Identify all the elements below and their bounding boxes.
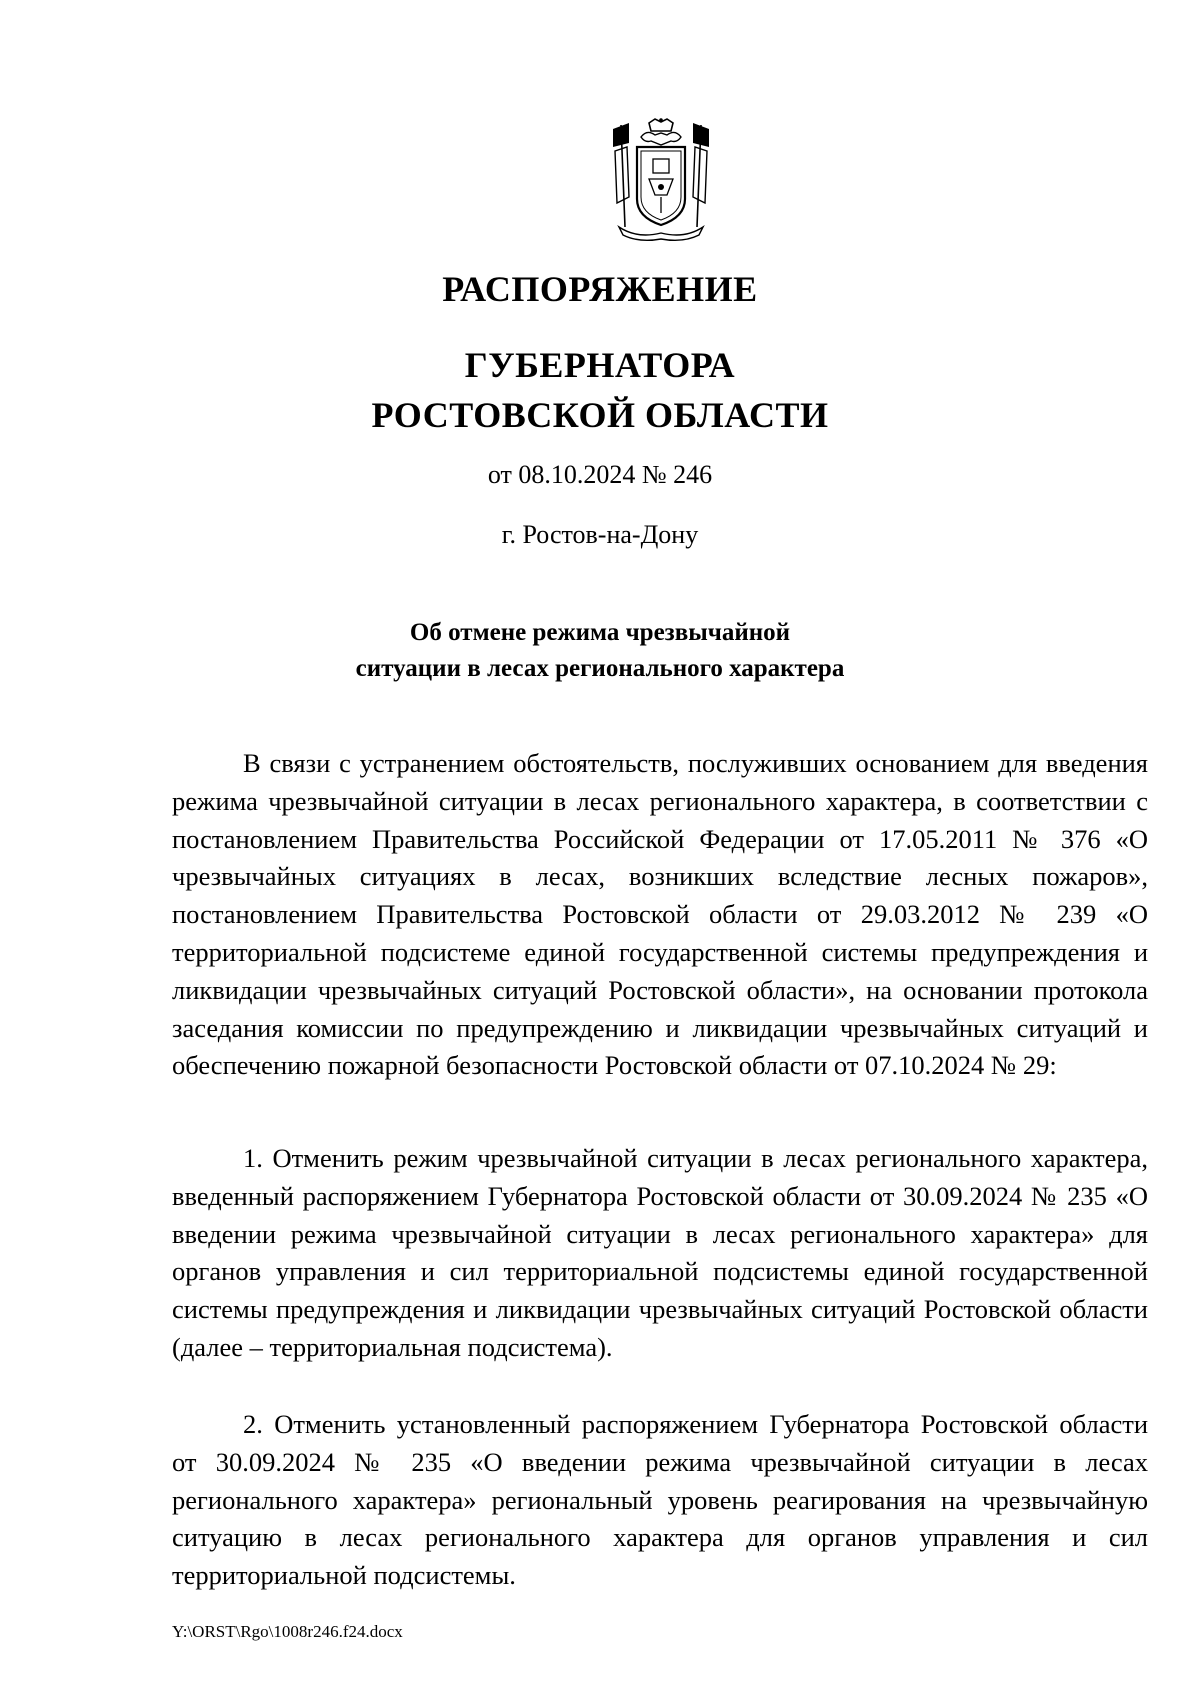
issuer-line-2: РОСТОВСКОЙ ОБЛАСТИ (371, 395, 829, 435)
document-date-number: от 08.10.2024 № 246 (487, 460, 713, 489)
clause-1-paragraph: 1. Отменить режим чрезвычайной ситуации в лесах регионального характера, введенный распоряжением Губернатора Ростовской области от 30.09.2024 № 235 «О введении режима чрезвычайной ситуации в лесах регионального характера» для органов управления и сил территориальной подсистемы единой государственной системы предупреждения и ликвидации чрезвычайных ситуаций Ростовской области (далее – территориальная подсистема). (172, 1143, 1148, 1362)
issuer-line-1: ГУБЕРНАТОРА (464, 345, 736, 385)
document-place: г. Ростов-на-Дону (501, 520, 699, 549)
issuer-title (0, 340, 1200, 440)
subject-line-1: Об отмене режима чрезвычайной (409, 619, 791, 646)
document-subject (0, 615, 1200, 687)
preamble-paragraph: В связи с устранением обстоятельств, послуживших основанием для введения режима чрезвычайной ситуации в лесах регионального характера, в соответствии с постановлением Правительства Российской Федерации от 17.05.2011 № 376 «О чрезвычайных ситуациях в лесах, возникших вследствие лесных пожаров», постановлением Правительства Ростовской области от 29.03.2012 № 239 «О территориальной подсистеме единой государственной системы предупреждения и ликвидации чрезвычайных ситуаций Ростовской области», на основании протокола заседания комиссии по предупреждению и ликвидации чрезвычайных ситуаций и обеспечению пожарной безопасности Ростовской области от 07.10.2024 № 29: (172, 748, 1148, 1081)
rostov-oblast-coat-of-arms-icon (607, 117, 715, 243)
footer-file-path: Y:\ORST\Rgo\1008r246.f24.docx (172, 1622, 403, 1641)
document-type-title: РАСПОРЯЖЕНИЕ (442, 269, 758, 309)
clause-2-paragraph: 2. Отменить установленный распоряжением Губернатора Ростовской области от 30.09.2024 № 235 «О введении режима чрезвычайной ситуации в лесах регионального характера» региональный уровень реагирования на чрезвычайную ситуацию в лесах регионального характера для органов управления и сил территориальной подсистемы. (172, 1409, 1148, 1591)
subject-line-2: ситуации в лесах регионального характера (355, 655, 845, 682)
